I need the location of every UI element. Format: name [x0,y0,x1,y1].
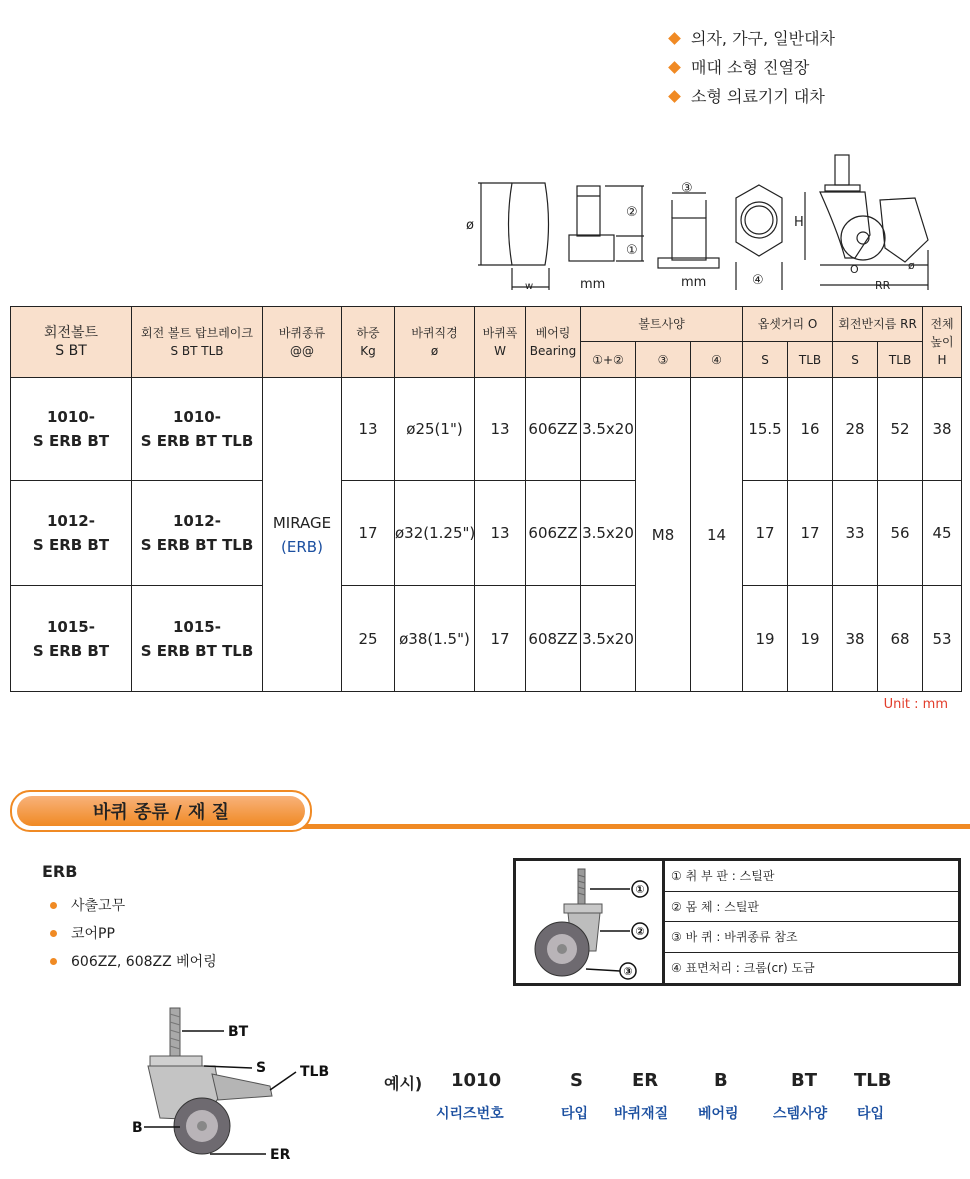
caster-photo [516,861,665,983]
offset-label: O [850,263,859,276]
model-swivel: 1010- S ERB BT [11,378,132,481]
diameter-cell: ø38(1.5") [395,586,475,692]
parts-row: ④ 표면처리 : 크롬(cr) 도금 [671,961,815,976]
section-header [10,790,312,832]
application-item: 매대 소형 진열장 [670,53,835,82]
parts-row: ② 몸 체 : 스틸판 [665,892,958,923]
height-label: H [794,215,804,230]
bearing-cell: 606ZZ [526,481,581,586]
bearing-cell: 608ZZ [526,586,581,692]
offset-tlb-cell: 16 [788,378,833,481]
application-item: 의자, 가구, 일반대차 [670,24,835,53]
dot-bullet-icon [50,958,57,965]
diameter-label: ø [908,259,915,272]
header-offset: 옵셋거리 O [743,307,833,342]
bolt-cell: 3.5x20 [581,586,636,692]
material-list [50,891,217,975]
width-cell: 17 [475,586,526,692]
load-cell: 25 [342,586,395,692]
table-row [11,586,962,692]
code-type: S [570,1070,583,1091]
diameter-cell: ø32(1.25") [395,481,475,586]
height-cell: 45 [923,481,962,586]
radius-tlb-cell: 52 [878,378,923,481]
header-swivel: 회전볼트 S BT [11,307,132,378]
label-bearing: 베어링 [698,1106,739,1122]
diameter-cell: ø25(1") [395,378,475,481]
load-cell: 17 [342,481,395,586]
header-width: 바퀴폭 W [475,307,526,378]
radius-s-cell: 28 [833,378,878,481]
model-swivel: 1015- S ERB BT [11,586,132,692]
material-title: ERB [42,862,78,881]
dimension-drawings [460,150,940,295]
list-item: 606ZZ, 608ZZ 베어링 [50,947,217,975]
offset-s-cell: 15.5 [743,378,788,481]
section-divider [260,824,970,829]
offset-tlb-cell: 17 [788,481,833,586]
width-cell: 13 [475,481,526,586]
header-diameter: 바퀴직경 ø [395,307,475,378]
mm-label: mm [681,275,707,290]
label-material: 바퀴재질 [614,1106,669,1122]
offset-s-cell: 19 [743,586,788,692]
spec-table [10,306,962,692]
header-radius: 회전반지름 RR [833,307,923,342]
code-stem: BT [791,1070,817,1091]
parts-list [665,861,958,983]
header-bolt-3: ③ [636,342,691,378]
header-bolt-4: ④ [691,342,743,378]
label-stem: 스템사양 [773,1106,828,1122]
radius-tlb-cell: 68 [878,586,923,692]
parts-box [513,858,961,986]
diamond-bullet-icon [668,32,681,45]
caster-diagram [120,1000,360,1175]
label-type: 타입 [561,1106,589,1122]
label-brake-type: 타입 [857,1106,885,1122]
load-cell: 13 [342,378,395,481]
mm-label: mm [580,277,606,292]
callout-s: S [256,1060,267,1076]
header-offset-s: S [743,342,788,378]
application-list [670,24,835,111]
offset-tlb-cell: 19 [788,586,833,692]
callout-3: ③ [623,965,633,978]
header-brake: 회전 볼트 탑브레이크 S BT TLB [132,307,263,378]
code-bearing: B [714,1070,728,1091]
callout-b: B [132,1120,143,1136]
offset-s-cell: 17 [743,481,788,586]
diamond-bullet-icon [668,61,681,74]
callout-er: ER [270,1147,291,1163]
diameter-label: ø [466,218,474,233]
dot-bullet-icon [50,902,57,909]
bearing-cell: 606ZZ [526,378,581,481]
callout-1: ① [635,883,645,896]
table-row [11,481,962,586]
header-bolt: 볼트사양 [581,307,743,342]
callout-4: ④ [752,273,764,288]
model-swivel: 1012- S ERB BT [11,481,132,586]
height-cell: 53 [923,586,962,692]
application-item: 소형 의료기기 대차 [670,82,835,111]
header-radius-tlb: TLB [878,342,923,378]
header-bolt-12: ①+② [581,342,636,378]
callout-3: ③ [681,181,693,196]
callout-2: ② [635,925,645,938]
bolt-cell: 3.5x20 [581,378,636,481]
code-series: 1010 [451,1070,502,1091]
header-bearing: 베어링 Bearing [526,307,581,378]
parts-row: ③ 바 퀴 : 바퀴종류 참조 [665,922,958,953]
radius-s-cell: 38 [833,586,878,692]
caster-icon [516,861,662,983]
header-radius-s: S [833,342,878,378]
width-label: w [525,281,534,292]
height-cell: 38 [923,378,962,481]
radius-label: RR [875,279,891,292]
unit-label: Unit : mm [883,697,948,712]
parts-row: ① 취 부 판 : 스틸판 [665,861,958,892]
wheel-side-drawing [478,183,549,290]
bolt-3-cell: M8 [636,378,691,692]
radius-tlb-cell: 56 [878,481,923,586]
bolt-4-cell: 14 [691,378,743,692]
diamond-bullet-icon [668,90,681,103]
header-wheel-type: 바퀴종류 @@ [263,307,342,378]
header-load: 하중 Kg [342,307,395,378]
list-item: 사출고무 [50,891,217,919]
code-brake-type: TLB [854,1070,892,1091]
callout-2: ② [626,205,638,220]
dot-bullet-icon [50,930,57,937]
header-offset-tlb: TLB [788,342,833,378]
callout-tlb: TLB [300,1064,330,1080]
list-item: 코어PP [50,919,217,947]
header-height: 전체 높이 H [923,307,962,378]
wheel-type-cell: MIRAGE (ERB) [263,378,342,692]
section-title: 바퀴 종류 / 재 질 [17,796,305,826]
example-prefix: 예시) [384,1074,423,1093]
radius-s-cell: 33 [833,481,878,586]
label-series: 시리즈번호 [436,1106,504,1122]
model-brake: 1012- S ERB BT TLB [132,481,263,586]
table-row [11,378,962,481]
callout-bt: BT [228,1024,249,1040]
callout-1: ① [626,243,638,258]
bolt-cell: 3.5x20 [581,481,636,586]
model-brake: 1015- S ERB BT TLB [132,586,263,692]
code-material: ER [632,1070,659,1091]
nut-drawing [658,193,719,268]
width-cell: 13 [475,378,526,481]
model-brake: 1010- S ERB BT TLB [132,378,263,481]
